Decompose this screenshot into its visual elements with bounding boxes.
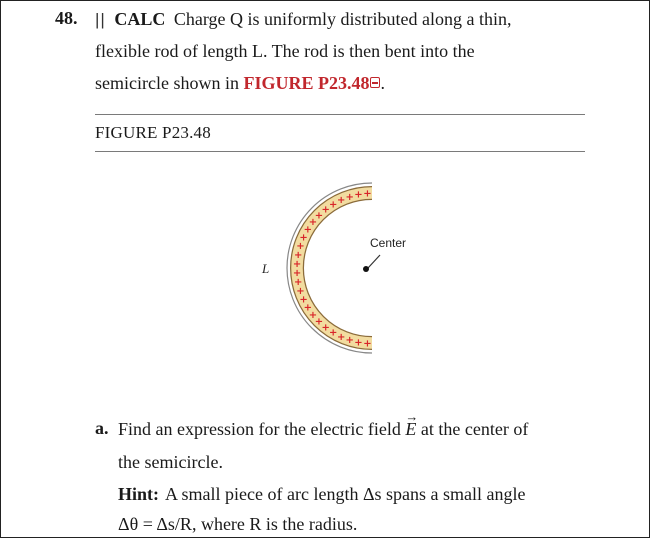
charge-plus: + <box>303 302 312 314</box>
charge-plus: + <box>292 259 302 270</box>
charge-plus: + <box>363 188 372 200</box>
figure-reference-link[interactable] <box>243 73 380 93</box>
charge-plus: + <box>363 338 372 350</box>
problem-text-2: flexible rod of length L. The rod is then bent into the <box>95 41 475 61</box>
charge-plus: + <box>308 217 318 229</box>
charge-plus: + <box>354 189 363 201</box>
problem-line-1 <box>95 8 511 31</box>
charge-plus: + <box>314 210 324 222</box>
charge-plus: + <box>329 199 338 211</box>
hint-label: Hint: <box>118 484 160 504</box>
problem-text-1: Charge Q is uniformly distributed along a thin, <box>173 9 512 29</box>
charge-plus: + <box>296 241 305 253</box>
charge-plus: + <box>299 294 308 306</box>
charge-plus: + <box>296 285 305 297</box>
part-a-marker: a. <box>95 418 109 438</box>
part-a-text-1: Find an expression for the electric field <box>118 419 401 439</box>
charge-plus: + <box>303 224 312 236</box>
center-pointer <box>368 255 380 268</box>
center-dot <box>363 266 369 272</box>
figure-reference-text: FIGURE P23.48 <box>243 73 370 93</box>
figure-caption: FIGURE P23.48 <box>95 123 211 142</box>
part-a-line-1 <box>118 418 528 440</box>
charge-plus: + <box>345 191 354 203</box>
field-vector-symbol: → E <box>405 418 416 440</box>
charge-plus: + <box>354 337 363 349</box>
charge-plus: + <box>299 232 308 244</box>
problem-line-3 <box>95 72 385 94</box>
semicircle-figure <box>240 165 440 375</box>
figure-caption-rule <box>95 151 585 152</box>
problem-text-3: semicircle shown in <box>95 73 239 93</box>
figure-top-rule <box>95 114 585 115</box>
problem-line-2 <box>95 40 475 62</box>
calc-tag: CALC <box>114 9 166 29</box>
part-a-line-2 <box>118 451 223 473</box>
charge-plus: + <box>329 327 338 339</box>
hint-text-2: Δθ = Δs/R, where R is the radius. <box>118 514 358 534</box>
hint-line-1 <box>118 483 526 505</box>
difficulty-marks: || <box>95 10 106 29</box>
problem-number: 48. <box>55 8 78 28</box>
hint-text-1: A small piece of arc length Δs spans a small angle <box>165 484 526 504</box>
part-a-text-2: the semicircle. <box>118 452 223 472</box>
charge-plus: + <box>292 268 302 279</box>
problem-text-3-end: . <box>380 73 385 93</box>
popout-icon <box>370 77 380 88</box>
center-label: Center <box>370 236 407 250</box>
charge-plus: + <box>294 277 303 288</box>
hint-line-2 <box>118 513 357 535</box>
charge-plus: + <box>337 331 346 343</box>
charge-plus: + <box>321 204 330 216</box>
charge-plus: + <box>321 322 330 334</box>
part-a-text-1-end: at the center of <box>420 419 529 439</box>
charge-plus: + <box>308 309 318 321</box>
charge-plus: + <box>345 335 354 347</box>
charge-plus: + <box>314 316 324 328</box>
length-label: L <box>262 261 270 276</box>
semicircle-diagram <box>240 165 440 375</box>
charge-plus: + <box>337 195 346 207</box>
charge-plus: + <box>294 250 303 261</box>
